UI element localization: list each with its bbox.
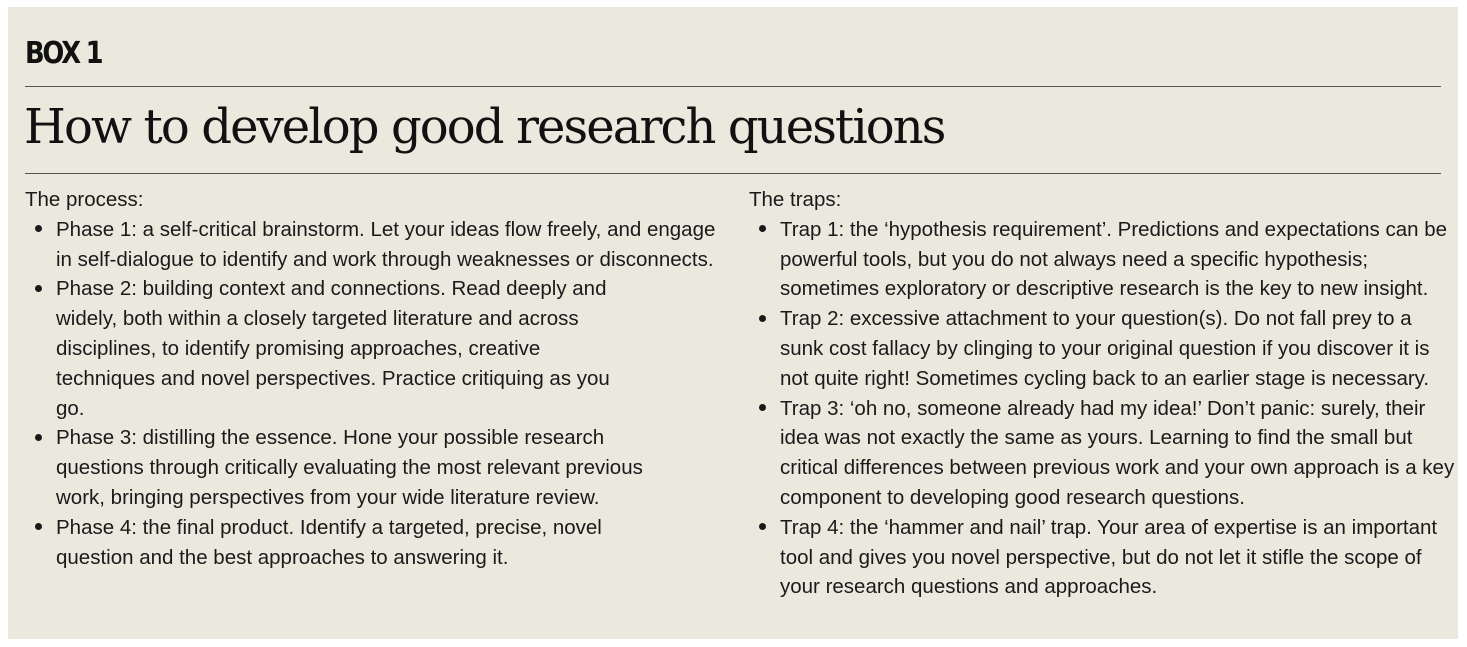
bullet-icon bbox=[34, 215, 42, 245]
list-item-text: Trap 1: the ‘hypothesis requirement’. Predictions and expectations can be powerful tools, but you do not always need a specific hypothesis; sometimes exploratory or descriptive research is the key to new insight. bbox=[780, 217, 1448, 301]
list-item bbox=[749, 304, 1457, 393]
box-title: How to develop good research questions bbox=[24, 99, 945, 155]
bullet-icon bbox=[34, 513, 42, 543]
list-item bbox=[25, 423, 725, 512]
bullet-icon bbox=[758, 394, 766, 424]
list-item-text: Trap 4: the ‘hammer and nail’ trap. Your area of expertise is an important tool and gives you novel perspective, but do not let it stifle the scope of your research questions and approaches. bbox=[780, 515, 1438, 599]
list-item bbox=[25, 274, 725, 423]
traps-heading: The traps: bbox=[749, 188, 842, 211]
process-heading: The process: bbox=[25, 188, 144, 211]
info-box bbox=[8, 7, 1458, 639]
list-item-text: Phase 3: distilling the essence. Hone your possible research questions through critically evaluating the most relevant previous work, bringing perspectives from your wide literature review. bbox=[56, 426, 643, 509]
process-list bbox=[25, 215, 725, 573]
list-item-text: Trap 3: ‘oh no, someone already had my idea!’ Don’t panic: surely, their idea was not exactly the same as yours. Learning to find the small but critical differences between previous work and your own approach is a key component to developing good research questions. bbox=[780, 396, 1455, 509]
list-item bbox=[749, 513, 1457, 602]
traps-list bbox=[749, 215, 1457, 602]
bullet-icon bbox=[758, 304, 766, 334]
bullet-icon bbox=[758, 513, 766, 543]
list-item-text: Phase 4: the final product. Identify a targeted, precise, novel question and the best approaches to answering it. bbox=[56, 515, 602, 569]
bullet-icon bbox=[34, 423, 42, 453]
top-divider bbox=[25, 86, 1441, 87]
traps-column bbox=[749, 185, 1457, 602]
box-label: BOX 1 bbox=[25, 36, 102, 71]
list-item-text: Phase 1: a self-critical brainstorm. Let your ideas flow freely, and engage in self-dialogue to identify and work through weaknesses or disconnects. bbox=[56, 217, 716, 271]
bullet-icon bbox=[758, 215, 766, 245]
list-item-text: Phase 2: building context and connections. Read deeply and widely, both within a closely targeted literature and across disciplines, to identify promising approaches, creative techniques and novel perspectives. Practice critiquing as you go. bbox=[56, 277, 610, 420]
list-item bbox=[25, 215, 725, 275]
title-divider bbox=[25, 173, 1441, 174]
process-column bbox=[25, 185, 725, 572]
bullet-icon bbox=[34, 274, 42, 304]
list-item bbox=[25, 513, 725, 573]
list-item bbox=[749, 394, 1457, 513]
list-item bbox=[749, 215, 1457, 304]
list-item-text: Trap 2: excessive attachment to your question(s). Do not fall prey to a sunk cost fallacy by clinging to your original question if you discover it is not quite right! Sometimes cycling back to an earlier stage is necessary. bbox=[780, 307, 1430, 390]
